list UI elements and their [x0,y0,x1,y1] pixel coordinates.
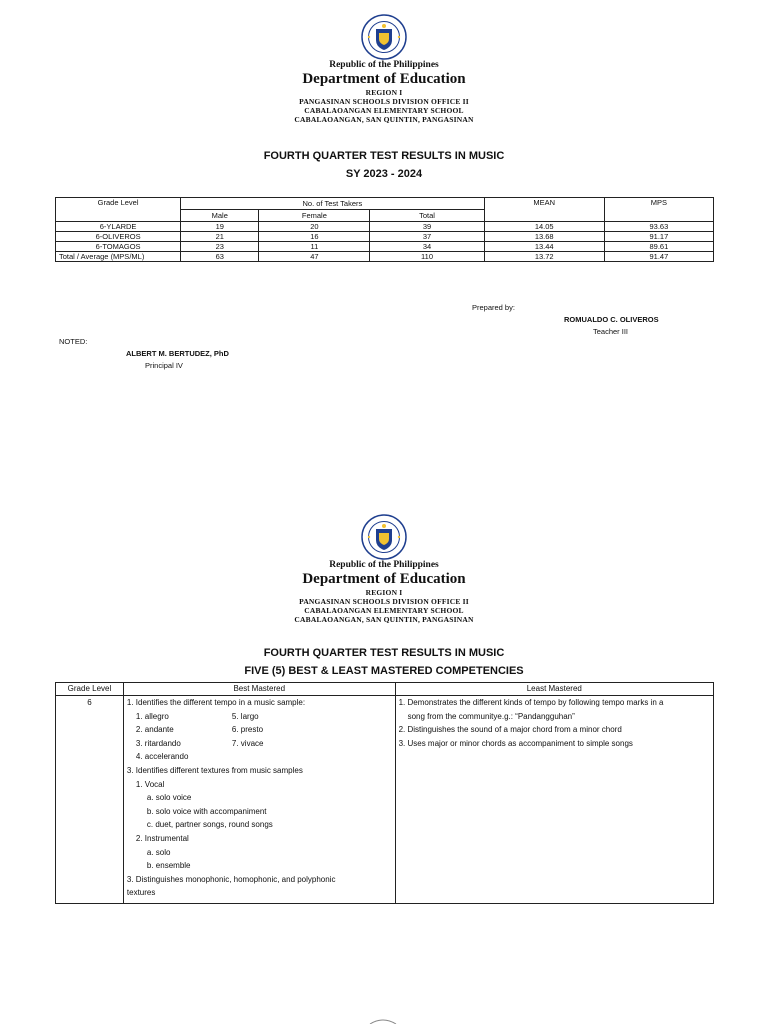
noted-label: NOTED: [59,337,88,346]
row-mps: 91.47 [604,252,713,262]
row-mps: 93.63 [604,222,713,232]
table-header-row [56,683,714,696]
page-subtitle: SY 2023 - 2024 [345,168,423,180]
row-female: 11 [259,242,370,252]
address-line: CABALAOANGAN, SAN QUINTIN, PANGASINAN [294,615,474,624]
tempo-row [127,737,392,751]
tempo-item: 7. vivace [231,738,264,748]
col-grade-level: Grade Level [56,683,124,696]
school-line: CABALAOANGAN ELEMENTARY SCHOOL [304,106,464,115]
region-line: REGION I [365,588,403,597]
next-page-seal-edge [368,1018,398,1024]
row-grade: 6-YLARDE [56,222,181,232]
tempo-item: 3. ritardando [135,738,181,748]
col-total: Total [370,210,484,222]
row-male: 23 [181,242,259,252]
table-row [56,696,714,904]
list-item: 1. Identifies the different tempo in a music sample: [126,698,306,707]
list-item: 1. Demonstrates the different kinds of tempo by following tempo marks in a [398,698,664,707]
list-subitem: c. duet, partner songs, round songs [146,820,273,830]
tempo-item: 5. largo [231,711,259,721]
best-mastered-cell [123,696,395,904]
row-female: 20 [259,222,370,232]
tempo-item: 2. andante [135,725,174,735]
list-subitem: a. solo [146,847,171,857]
list-item-continued: textures [126,888,156,898]
row-total: 37 [370,232,484,242]
list-item: 3. Distinguishes monophonic, homophonic, and polyphonic [126,874,336,884]
col-best-mastered: Best Mastered [123,683,395,696]
letterhead [0,560,768,624]
division-line: PANGASINAN SCHOOLS DIVISION OFFICE II [299,597,469,606]
col-mean: MEAN [484,198,604,222]
list-subitem: 2. Instrumental [135,833,189,843]
tempo-item: 1. allegro [135,711,169,721]
list-subitem: a. solo voice [146,793,192,803]
page-title: FOURTH QUARTER TEST RESULTS IN MUSIC [263,150,505,162]
list-item-continued: song from the communitye.g.: “Pandangguhan” [407,711,575,721]
list-item: 3. Identifies different textures from music samples [126,765,303,775]
republic-line: Republic of the Philippines [329,60,439,70]
col-grade-level: Grade Level [56,198,181,222]
list-item: 3. Uses major or minor chords as accompaniment to simple songs [398,738,633,748]
row-mean: 14.05 [484,222,604,232]
row-grade: 6-TOMAGOS [56,242,181,252]
row-mean: 13.72 [484,252,604,262]
address-line: CABALAOANGAN, SAN QUINTIN, PANGASINAN [294,115,474,124]
row-male: 21 [181,232,259,242]
row-mps: 89.61 [604,242,713,252]
region-line: REGION I [365,88,403,97]
republic-line: Republic of the Philippines [329,560,439,570]
tempo-item: 4. accelerando [135,752,189,762]
page-title: FOURTH QUARTER TEST RESULTS IN MUSIC [263,647,505,659]
row-female: 16 [259,232,370,242]
deped-seal-logo [361,514,407,560]
col-test-takers: No. of Test Takers [181,198,484,210]
list-item: 2. Distinguishes the sound of a major chord from a minor chord [398,725,622,735]
row-male: 19 [181,222,259,232]
department-line: Department of Education [302,71,466,87]
competencies-table [55,682,714,904]
division-line: PANGASINAN SCHOOLS DIVISION OFFICE II [299,97,469,106]
least-mastered-cell [395,696,713,904]
row-male: 63 [181,252,259,262]
col-female: Female [259,210,370,222]
row-grade: Total / Average (MPS/ML) [56,252,181,262]
row-grade: 6-OLIVEROS [56,232,181,242]
tempo-row [127,710,392,724]
noter-name: ALBERT M. BERTUDEZ, PhD [126,349,229,358]
row-female: 47 [259,252,370,262]
row-total: 34 [370,242,484,252]
grade-cell: 6 [56,696,124,904]
list-subitem: 1. Vocal [135,779,165,789]
tempo-item: 6. presto [231,725,264,735]
page-subtitle: FIVE (5) BEST & LEAST MASTERED COMPETENCIES [244,665,524,677]
prepared-by-label: Prepared by: [472,303,515,312]
row-mean: 13.68 [484,232,604,242]
col-mps: MPS [604,198,713,222]
row-total: 110 [370,252,484,262]
list-subitem: b. ensemble [146,861,191,871]
tempo-row [127,723,392,737]
row-total: 39 [370,222,484,232]
preparer-position: Teacher III [593,327,629,336]
department-line: Department of Education [302,571,466,587]
noter-position: Principal IV [145,361,183,370]
school-line: CABALAOANGAN ELEMENTARY SCHOOL [304,606,464,615]
col-male: Male [181,210,259,222]
row-mean: 13.44 [484,242,604,252]
col-least-mastered: Least Mastered [395,683,713,696]
preparer-name: ROMUALDO C. OLIVEROS [564,315,659,324]
list-subitem: b. solo voice with accompaniment [146,806,267,816]
row-mps: 91.17 [604,232,713,242]
